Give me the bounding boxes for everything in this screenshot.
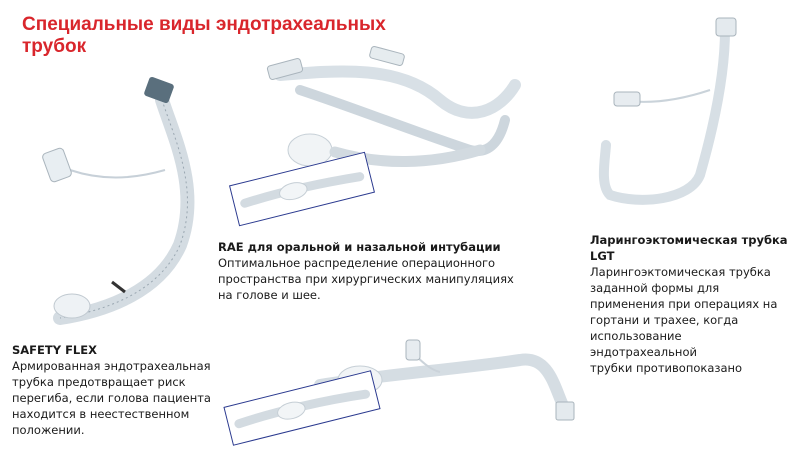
lgt-tube-image (604, 18, 736, 200)
rae-heading: RAE для оральной и назальной интубации (218, 240, 501, 254)
lgt-line: трубки противопоказано (590, 361, 743, 375)
rae-tube-image (267, 46, 515, 166)
safety-flex-heading: SAFETY FLEX (12, 343, 97, 357)
safety-flex-line: положении. (12, 423, 85, 437)
lgt-line: гортани и трахее, когда (590, 313, 739, 327)
rae-line: Оптимальное распределение операционного (218, 256, 496, 270)
rae-description (218, 239, 518, 303)
rae-line: пространства при хирургических манипуляциях (218, 272, 514, 286)
safety-flex-line: трубка предотвращает риск (12, 375, 186, 389)
lgt-description (590, 232, 795, 376)
safety-flex-line: Армированная эндотрахеальная (12, 359, 211, 373)
safety-flex-description (12, 342, 227, 438)
slide-title-line2: трубок (22, 36, 87, 57)
lgt-heading-line2: LGT (590, 249, 615, 263)
lgt-heading-line1: Ларингоэктомическая трубка (590, 233, 788, 247)
lgt-line: заданной формы для (590, 281, 720, 295)
lgt-line: эндотрахеальной (590, 345, 697, 359)
safety-flex-tube-image (42, 76, 188, 318)
lgt-line: применения при операциях на (590, 297, 778, 311)
safety-flex-line: перегиба, если голова пациента (12, 391, 211, 405)
lgt-line: Ларингоэктомическая трубка (590, 265, 771, 279)
lgt-line: использование (590, 329, 682, 343)
safety-flex-line: находится в неестественном (12, 407, 190, 421)
slide-title-line1: Специальные виды эндотрахеальных (22, 14, 386, 35)
rae-line: на голове и шее. (218, 288, 321, 302)
